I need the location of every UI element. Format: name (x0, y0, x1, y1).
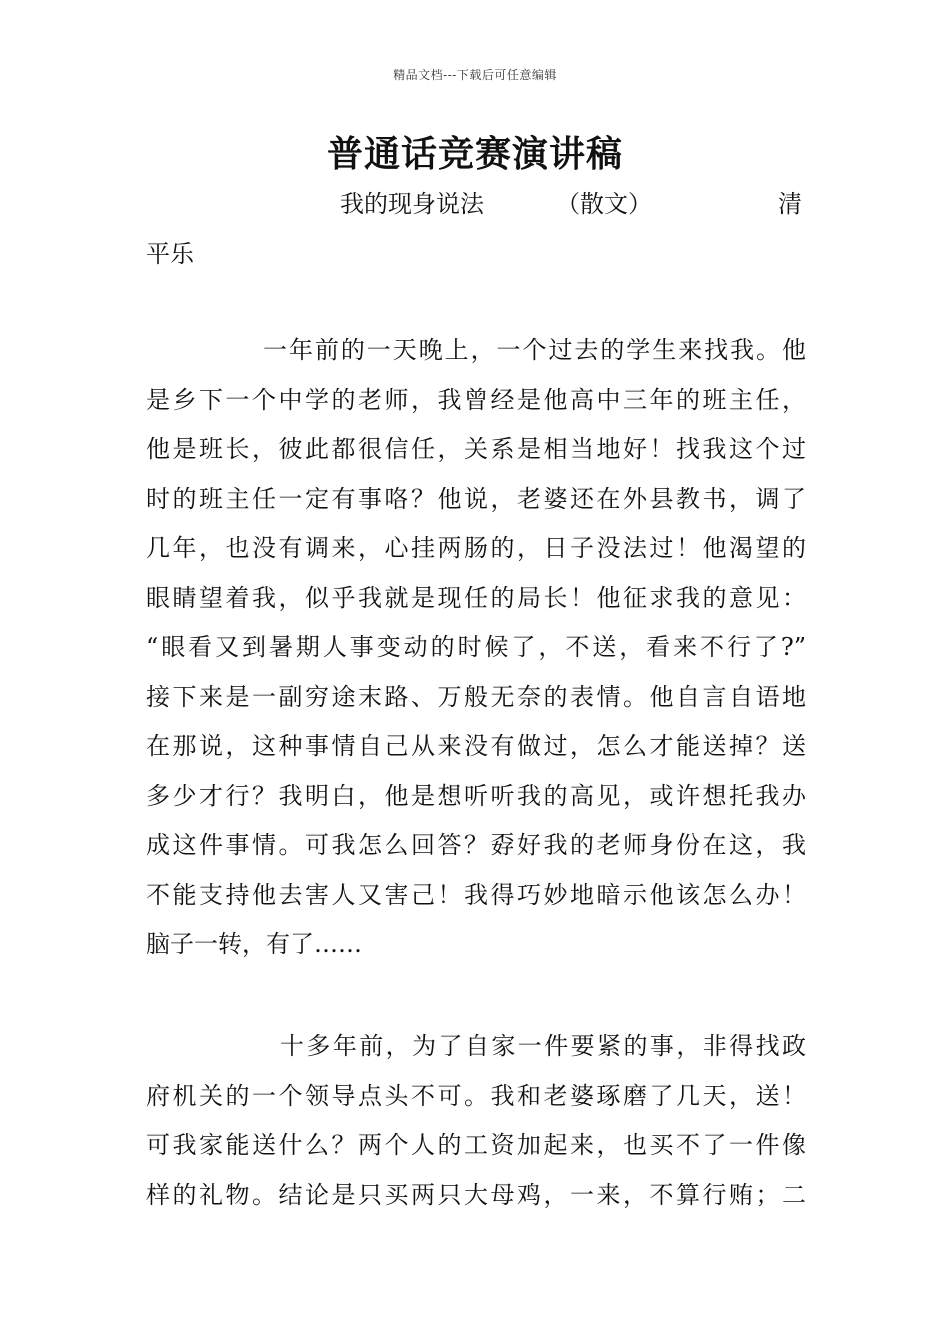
paragraph-line: 一年前的一天晚上，一个过去的学生来找我。他 (263, 336, 806, 364)
paragraph-line: 在那说，这种事情自己从来没有做过，怎么才能送掉？送 (146, 732, 806, 760)
paragraph-line: 十多年前，为了自家一件要紧的事，非得找政 (280, 1032, 806, 1060)
paragraph-line: 接下来是一副穷途末路、万般无奈的表情。他自言自语地 (146, 682, 806, 711)
paragraph-line: 他是班长，彼此都很信任，关系是相当地好！找我这个过 (146, 435, 806, 463)
paragraph-line: 时的班主任一定有事咯？他说，老婆还在外县教书，调了 (146, 484, 806, 513)
paragraph-1 (146, 326, 806, 970)
paragraph-line: “眼看又到暑期人事变动的时候了，不送，看来不行了?” (146, 633, 806, 661)
document-title: 普通话竞赛演讲稿 (326, 133, 623, 175)
subtitle-work: 我的现身说法 (340, 190, 484, 218)
paragraph-2 (146, 1022, 806, 1220)
paragraph-line: 脑子一转，有了…… (146, 930, 362, 958)
paragraph-line: 是乡下一个中学的老师，我曾经是他高中三年的班主任， (146, 385, 806, 414)
subtitle-author-part2: 平乐 (146, 240, 194, 268)
paragraph-line: 多少才行？我明白，他是想听听我的高见，或许想托我办 (146, 781, 806, 810)
paragraph-line: 样的礼物。结论是只买两只大母鸡，一来，不算行贿；二 (146, 1180, 806, 1209)
header-note: 精品文档---下载后可任意编辑 (393, 68, 557, 82)
subtitle-author-part1: 清 (778, 190, 802, 218)
subtitle-genre: （散文） (556, 190, 652, 218)
paragraph-line: 可我家能送什么？两个人的工资加起来，也买不了一件像 (146, 1131, 806, 1159)
paragraph-line: 不能支持他去害人又害己！我得巧妙地暗示他该怎么办！ (146, 880, 806, 909)
paragraph-line: 眼睛望着我，似乎我就是现任的局长！他征求我的意见： (146, 583, 806, 612)
paragraph-line: 府机关的一个领导点头不可。我和老婆琢磨了几天，送！ (146, 1081, 806, 1110)
paragraph-line: 几年，也没有调来，心挂两肠的，日子没法过！他渴望的 (146, 534, 806, 562)
paragraph-line: 成这件事情。可我怎么回答？孬好我的老师身份在这，我 (146, 831, 806, 859)
